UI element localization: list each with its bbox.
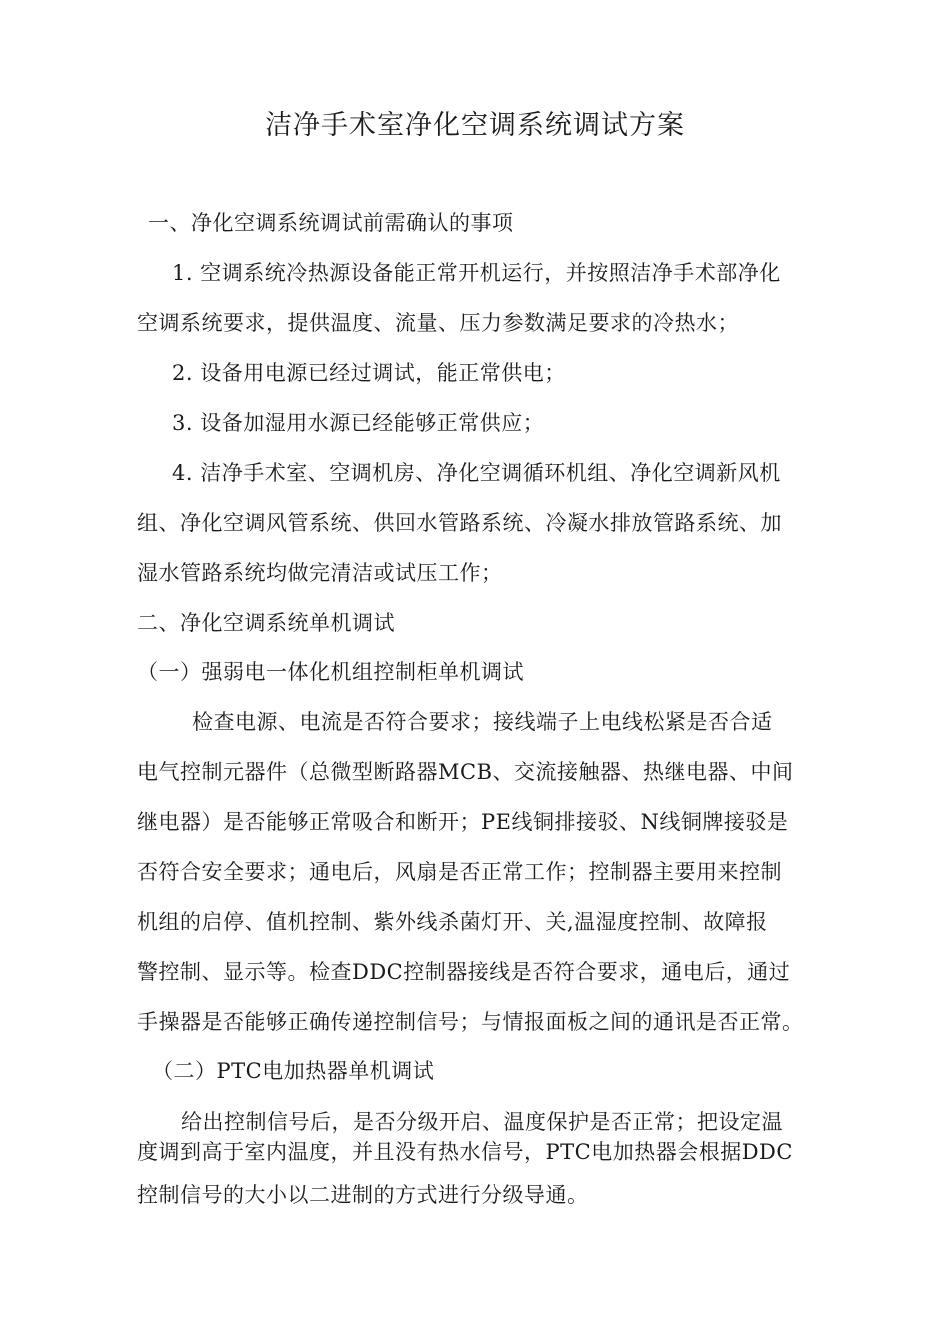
document-title: 洁净手术室净化空调系统调试方案 — [265, 110, 685, 141]
subsection-heading-1: （一）强弱电一体化机组控制柜单机调试 — [137, 660, 524, 684]
paragraph-line: 3. 设备加湿用水源已经能够正常供应； — [172, 411, 545, 435]
paragraph-line: 给出控制信号后，是否分级开启、温度保护是否正常；把设定温 — [181, 1110, 783, 1134]
paragraph-line: 否符合安全要求；通电后，风扇是否正常工作；控制器主要用来控制 — [137, 860, 782, 884]
paragraph-line: 1. 空调系统冷热源设备能正常开机运行，并按照洁净手术部净化 — [172, 261, 781, 285]
paragraph-line: 湿水管路系统均做完清洁或试压工作； — [137, 561, 503, 585]
paragraph-line: 机组的启停、值机控制、紫外线杀菌灯开、关,温湿度控制、故障报 — [137, 910, 768, 934]
paragraph-line: 度调到高于室内温度，并且没有热水信号，PTC电加热器会根据DDC — [137, 1140, 793, 1164]
section-heading-2: 二、净化空调系统单机调试 — [137, 611, 395, 635]
paragraph-line: 4. 洁净手术室、空调机房、净化空调循环机组、净化空调新风机 — [172, 461, 781, 485]
paragraph-line: 检查电源、电流是否符合要求；接线端子上电线松紧是否合适 — [192, 710, 773, 734]
subsection-heading-2: （二）PTC电加热器单机调试 — [152, 1059, 435, 1083]
paragraph-line: 2. 设备用电源已经过调试，能正常供电； — [172, 361, 566, 385]
paragraph-line: 组、净化空调风管系统、供回水管路系统、冷凝水排放管路系统、加 — [137, 511, 782, 535]
paragraph-line: 空调系统要求，提供温度、流量、压力参数满足要求的冷热水； — [137, 311, 739, 335]
paragraph-line: 控制信号的大小以二进制的方式进行分级导通。 — [137, 1183, 589, 1207]
paragraph-line: 警控制、显示等。检查DDC控制器接线是否符合要求，通电后，通过 — [137, 960, 791, 984]
paragraph-line: 电气控制元器件（总微型断路器MCB、交流接触器、热继电器、中间 — [137, 760, 794, 784]
section-heading-1: 一、净化空调系统调试前需确认的事项 — [148, 211, 514, 235]
paragraph-line: 手操器是否能够正确传递控制信号；与情报面板之间的通讯是否正常。 — [137, 1010, 804, 1034]
paragraph-line: 继电器）是否能够正常吸合和断开；PE线铜排接驳、N线铜牌接驳是 — [137, 810, 789, 834]
